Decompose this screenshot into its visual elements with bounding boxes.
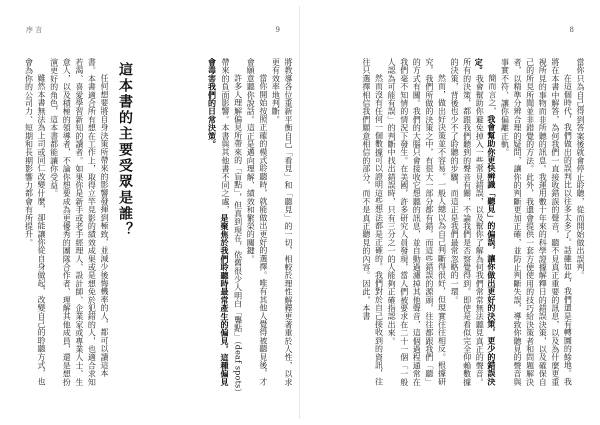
left-para-3-emphasis: 是聚焦於我們聆聽時最常產生的偏見，這種偏見會毒害我們的日常決策。 (207, 58, 231, 387)
right-para-5: 然而沒有任何一個數據可以證明這些想法都是正確的。我們對於自己接收到的資訊，往往只選擇相信我們願意相信的部分，而不是真正聽見的內容。因此，本書 (361, 58, 384, 386)
right-para-1: 當你只為自己得到答案後就會停止聆聽，從而開始做出誤判。 (576, 58, 585, 280)
section-heading: 這本書的主要受眾是誰？ (117, 62, 133, 238)
left-lower-text (10, 58, 110, 393)
right-body-text (320, 58, 586, 393)
running-header: 序 言 (26, 26, 43, 34)
right-para-3-emphasis: 我會幫助你更快辨識「聽見」的偏誤，讓你做出更好的決策，更少的錯誤決定。 (474, 58, 497, 386)
right-para-3-lead: 簡而言之， (487, 74, 497, 115)
left-page-number: 9 (275, 26, 280, 34)
left-para-5: 雖然本書無法為上司或同仁改變什麼，卻能讓你從自身做起，改變自己的聆聽方式，也會為你的公司力、短期和長期影響力都會有所提升。 (24, 58, 47, 386)
left-para-4: 任何想要將自身決策所帶來的影響發揮到極致，並減少後悔機率的人，都可以讀這本書。本書適合所有想在工作上，取得立竿見影的績效成果或是想免於犯錯的人，也適合求知若渴、喜愛學習新知的讀者。如果你是新手或老手經理人、設計師、企業家或專業人士、生意人，以及積極的領導者，不論你想要成為更優秀的團隊合作者、理解其他成員，還是想扮演更好的角色，這本書都能讓你受益。 (49, 58, 109, 386)
right-page-number: 8 (569, 26, 574, 34)
right-page (300, 0, 600, 425)
right-para-4: 然而，做出好決策並不容易。一般人總以為自己判斷得很好，但現實往往相反。根據研究，我們所做的決策之中，有很大一部分都有錯，而這些錯誤的源頭，往往都跟我們「聽」的方式有關。我們的大腦只會接收它想聽的訊息，並自動過濾掉其他聲音，這個過程通常在我們毫不知情的情況下發生。在美國，許多研究人員發現，當人們被要求在二十一個「一般人認為可能有誤」的判斷中找出錯誤時，只有三分之一的人能夠正確指認出來。 (387, 58, 447, 386)
left-para-3-text: 許多人理解偏見所帶來的「盲點」，但真到現在，依舊很少人明白「聾點」（deaf spots）帶來的負面影響。本書與其他書不同之處， (221, 58, 243, 393)
left-para-2: 當你開始按照正確的模式聆聽時，就能做出更好的選擇。唯有其他人覺得被聽見後，才會願意聽你說話。這正是邁向理解、績效和繁榮的關鍵。 (246, 58, 268, 386)
right-para-3-rest: 我會幫助你避免掉入一些常見錯誤，以及幫你了解為何我們常常無法聽見真正的聲音。所有的決策，都跟我們聽到的聲音有關，不論我們是否察覺得到。即使是看似完全仰賴數據的決策，背後也少不了聆聽的步驟，而這正是我們最常忽略的一環。 (450, 58, 485, 387)
left-para-3 (206, 58, 244, 393)
right-para-3 (447, 58, 497, 393)
left-para-1: 將教導各位重新平衡自己「看見」和「聽見」的一切，相較於理性解釋更著重於人性，以求更有效率地判斷。 (271, 58, 293, 386)
right-para-2: 在這個時代，我們做出的誤判比以往多太多了。話雖如此，我們還是有轉圜的餘地。我將在本書中解答，為何我們一直接收錯誤的聲音，聽不見真正重要的訊息，以及為什麼更重視所見的事物而非所聽的訊息。我運用數十年來的科學證據解釋日的錯誤決策，以及確保自己的所見所聞並非錯覺的方法。此外，我還會提供一套方便使用的技巧給決策者和問題解決者，以精準分辨合理的疑問，讓你的判斷更加正確，並防止判斷失誤，導致你聽見的聲音與事實不符、讓你偏離正軌。 (500, 58, 573, 386)
left-upper-text (150, 58, 294, 393)
